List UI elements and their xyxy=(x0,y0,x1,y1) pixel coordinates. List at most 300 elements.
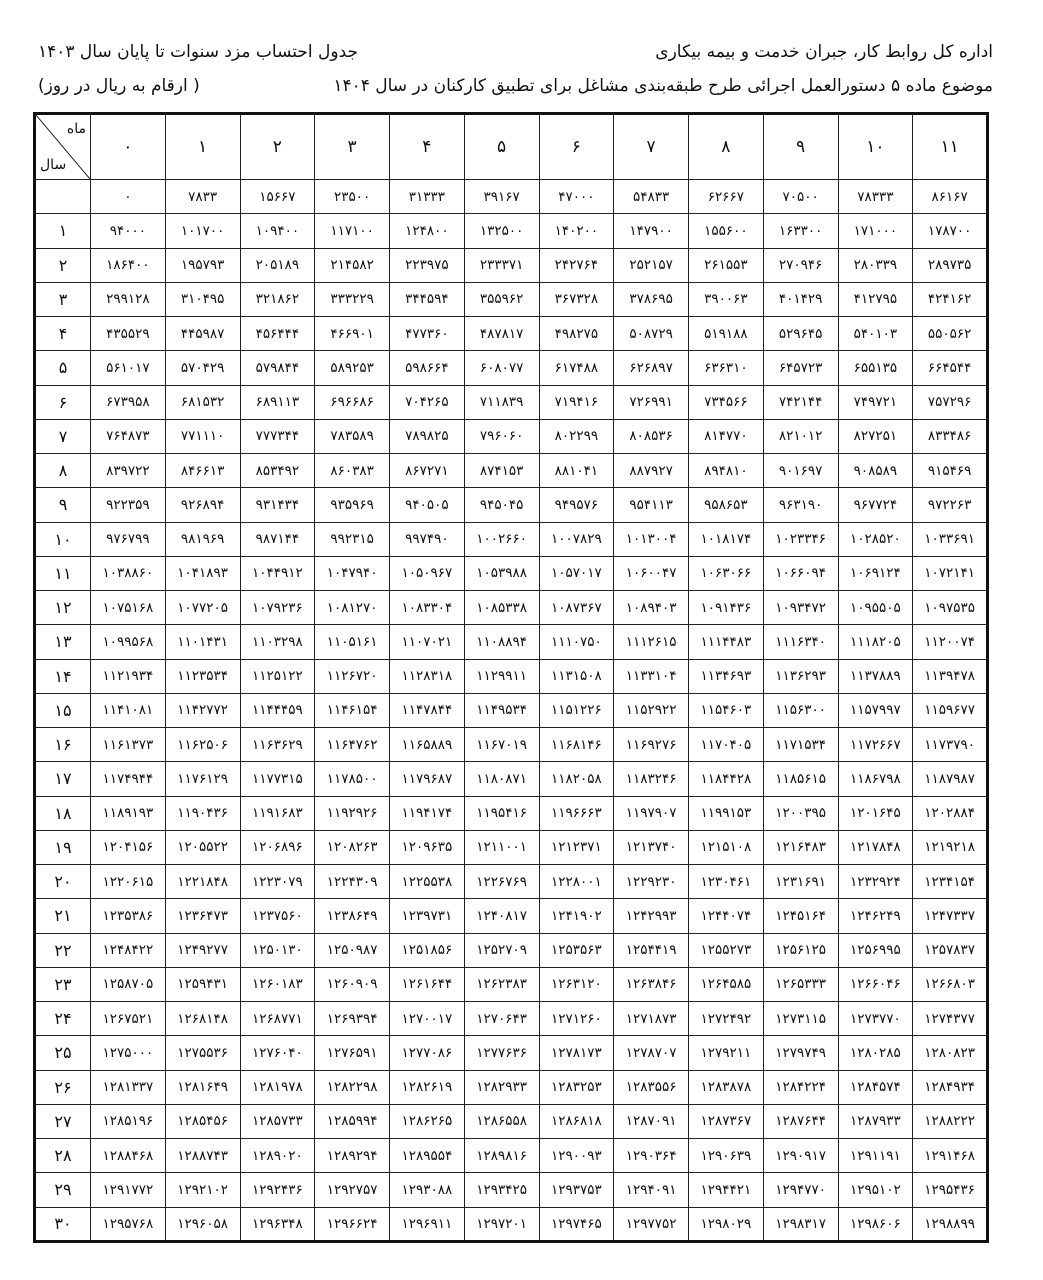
wage-seniority-table xyxy=(33,112,989,1243)
wage-cell: ۱۲۹۱۴۶۸ xyxy=(913,1139,988,1173)
wage-cell: ۱۲۳۴۱۵۴ xyxy=(913,865,988,899)
wage-cell: ۸۰۸۵۳۶ xyxy=(614,419,689,453)
wage-cell: ۷۰۵۰۰ xyxy=(763,180,838,214)
table-row xyxy=(35,933,988,967)
table-row xyxy=(35,899,988,933)
wage-cell: ۱۲۸۴۲۲۴ xyxy=(763,1070,838,1104)
year-header: ۱ xyxy=(35,214,91,248)
wage-cell: ۱۲۸۷۶۴۴ xyxy=(763,1104,838,1138)
wage-cell: ۱۰۸۱۲۷۰ xyxy=(315,591,390,625)
wage-cell: ۱۲۸۶۸۱۸ xyxy=(539,1104,614,1138)
wage-cell: ۱۲۸۴۵۷۴ xyxy=(838,1070,913,1104)
wage-cell: ۳۹۱۶۷ xyxy=(464,180,539,214)
wage-cell: ۱۱۸۴۴۲۸ xyxy=(689,762,764,796)
table-row xyxy=(35,248,988,282)
wage-cell: ۱۲۷۰۶۴۳ xyxy=(464,1002,539,1036)
wage-cell: ۲۷۰۹۴۶ xyxy=(763,248,838,282)
wage-cell: ۱۱۶۷۰۱۹ xyxy=(464,728,539,762)
wage-cell: ۱۱۵۹۶۷۷ xyxy=(913,693,988,727)
wage-cell: ۱۲۳۶۴۷۳ xyxy=(165,899,240,933)
wage-cell: ۱۱۷۱۵۳۴ xyxy=(763,728,838,762)
wage-cell: ۲۵۲۱۵۷ xyxy=(614,248,689,282)
wage-cell: ۱۲۱۷۸۴۸ xyxy=(838,830,913,864)
wage-cell: ۱۰۷۷۲۰۵ xyxy=(165,591,240,625)
wage-cell: ۱۱۹۹۱۵۳ xyxy=(689,796,764,830)
wage-cell: ۱۲۸۶۵۵۸ xyxy=(464,1104,539,1138)
table-row xyxy=(35,659,988,693)
wage-cell: ۵۰۸۷۲۹ xyxy=(614,317,689,351)
wage-cell: ۱۲۱۵۱۰۸ xyxy=(689,830,764,864)
wage-cell: ۶۰۸۰۷۷ xyxy=(464,351,539,385)
wage-cell: ۱۱۲۳۵۳۴ xyxy=(165,659,240,693)
wage-cell: ۱۲۰۰۳۹۵ xyxy=(763,796,838,830)
wage-cell: ۱۱۲۱۹۳۴ xyxy=(91,659,166,693)
wage-cell: ۳۶۷۳۲۸ xyxy=(539,282,614,316)
month-header: ۱۱ xyxy=(913,114,988,180)
wage-cell: ۱۲۲۵۵۳۸ xyxy=(390,865,465,899)
wage-cell: ۱۲۹۷۷۵۲ xyxy=(614,1207,689,1242)
wage-cell: ۵۶۱۰۱۷ xyxy=(91,351,166,385)
wage-cell: ۱۲۹۶۳۴۸ xyxy=(240,1207,315,1242)
wage-cell: ۸۶۰۳۸۳ xyxy=(315,454,390,488)
wage-cell: ۱۲۷۸۷۰۷ xyxy=(614,1036,689,1070)
table-row xyxy=(35,556,988,590)
wage-cell: ۱۲۷۱۲۶۰ xyxy=(539,1002,614,1036)
wage-cell: ۵۹۸۶۶۴ xyxy=(390,351,465,385)
wage-cell: ۱۲۲۳۰۷۹ xyxy=(240,865,315,899)
wage-cell: ۷۸۳۵۸۹ xyxy=(315,419,390,453)
wage-cell: ۱۲۰۵۵۲۲ xyxy=(165,830,240,864)
wage-cell: ۱۱۹۷۹۰۷ xyxy=(614,796,689,830)
wage-cell: ۱۲۹۵۱۰۲ xyxy=(838,1173,913,1207)
table-row xyxy=(35,693,988,727)
wage-cell: ۱۱۱۴۴۸۳ xyxy=(689,625,764,659)
wage-cell: ۸۰۲۲۹۹ xyxy=(539,419,614,453)
wage-cell: ۱۰۹۱۴۳۶ xyxy=(689,591,764,625)
wage-cell: ۴۳۵۵۲۹ xyxy=(91,317,166,351)
wage-cell: ۸۶۱۶۷ xyxy=(913,180,988,214)
wage-cell: ۱۱۶۲۵۰۶ xyxy=(165,728,240,762)
year-header: ۳۰ xyxy=(35,1207,91,1242)
year-header: ۱۱ xyxy=(35,556,91,590)
wage-cell: ۱۲۸۲۶۱۹ xyxy=(390,1070,465,1104)
wage-cell: ۱۲۹۱۷۷۲ xyxy=(91,1173,166,1207)
wage-cell: ۱۲۰۴۱۵۶ xyxy=(91,830,166,864)
wage-cell: ۱۲۰۱۶۴۵ xyxy=(838,796,913,830)
wage-cell: ۱۰۶۳۰۶۶ xyxy=(689,556,764,590)
wage-cell: ۱۱۹۴۱۷۴ xyxy=(390,796,465,830)
wage-cell: ۷۸۹۸۲۵ xyxy=(390,419,465,453)
wage-cell: ۷۸۳۳ xyxy=(165,180,240,214)
wage-cell: ۴۶۶۹۰۱ xyxy=(315,317,390,351)
wage-cell: ۱۱۹۰۴۳۶ xyxy=(165,796,240,830)
wage-cell: ۹۹۲۳۱۵ xyxy=(315,522,390,556)
header-subject: موضوع ماده ۵ دستورالعمل اجرائی طرح طبقه‌بندی مشاغل برای تطبیق کارکنان در سال ۱۴۰۴ xyxy=(333,76,993,96)
year-header: ۱۶ xyxy=(35,728,91,762)
wage-cell: ۶۲۶۸۹۷ xyxy=(614,351,689,385)
wage-cell: ۱۲۹۴۴۲۱ xyxy=(689,1173,764,1207)
table-row xyxy=(35,1207,988,1242)
wage-cell: ۱۱۷۳۷۹۰ xyxy=(913,728,988,762)
wage-cell: ۱۱۶۳۶۲۹ xyxy=(240,728,315,762)
wage-cell: ۱۲۶۸۷۷۱ xyxy=(240,1002,315,1036)
wage-cell: ۱۱۲۸۳۱۸ xyxy=(390,659,465,693)
month-header: ۶ xyxy=(539,114,614,180)
wage-cell: ۵۴۸۳۳ xyxy=(614,180,689,214)
wage-cell: ۸۳۳۴۸۶ xyxy=(913,419,988,453)
wage-cell: ۱۲۹۸۰۲۹ xyxy=(689,1207,764,1242)
wage-cell: ۱۲۸۸۲۲۲ xyxy=(913,1104,988,1138)
table-row xyxy=(35,1139,988,1173)
wage-cell: ۱۲۹۶۶۲۴ xyxy=(315,1207,390,1242)
wage-cell: ۱۶۳۳۰۰ xyxy=(763,214,838,248)
month-header: ۸ xyxy=(689,114,764,180)
wage-cell: ۱۲۳۱۶۹۱ xyxy=(763,865,838,899)
wage-cell: ۱۲۸۵۹۹۴ xyxy=(315,1104,390,1138)
wage-cell: ۱۲۸۹۸۱۶ xyxy=(464,1139,539,1173)
wage-cell: ۱۱۳۶۲۹۳ xyxy=(763,659,838,693)
wage-cell: ۲۳۳۳۷۱ xyxy=(464,248,539,282)
wage-cell: ۱۰۸۷۳۶۷ xyxy=(539,591,614,625)
wage-cell: ۹۶۳۱۹۰ xyxy=(763,488,838,522)
wage-cell: ۱۱۵۷۹۹۷ xyxy=(838,693,913,727)
wage-cell: ۱۱۶۵۸۸۹ xyxy=(390,728,465,762)
wage-cell: ۱۹۵۷۹۳ xyxy=(165,248,240,282)
wage-cell: ۱۲۸۳۲۵۳ xyxy=(539,1070,614,1104)
year-header: ۲۰ xyxy=(35,865,91,899)
wage-cell: ۱۱۷۹۶۸۷ xyxy=(390,762,465,796)
wage-cell: ۵۱۹۱۸۸ xyxy=(689,317,764,351)
wage-cell: ۱۰۹۷۵۳۵ xyxy=(913,591,988,625)
wage-cell: ۹۶۷۷۲۴ xyxy=(838,488,913,522)
wage-cell: ۶۹۶۶۸۶ xyxy=(315,385,390,419)
table-header-row xyxy=(35,114,988,180)
wage-cell: ۱۲۹۰۰۹۳ xyxy=(539,1139,614,1173)
wage-cell: ۱۲۵۶۱۲۵ xyxy=(763,933,838,967)
wage-cell: ۹۱۵۴۶۹ xyxy=(913,454,988,488)
wage-cell: ۸۷۴۱۵۳ xyxy=(464,454,539,488)
wage-cell: ۱۲۷۳۷۷۰ xyxy=(838,1002,913,1036)
table-row xyxy=(35,591,988,625)
year-header: ۲۷ xyxy=(35,1104,91,1138)
wage-cell: ۱۱۴۱۰۸۱ xyxy=(91,693,166,727)
wage-cell: ۱۱۶۹۲۷۶ xyxy=(614,728,689,762)
wage-cell: ۱۲۸۵۱۹۶ xyxy=(91,1104,166,1138)
wage-cell: ۱۲۹۲۴۳۶ xyxy=(240,1173,315,1207)
wage-cell: ۱۰۶۰۰۴۷ xyxy=(614,556,689,590)
wage-cell: ۱۱۰۳۲۹۸ xyxy=(240,625,315,659)
month-header: ۵ xyxy=(464,114,539,180)
wage-cell: ۱۲۹۸۶۰۶ xyxy=(838,1207,913,1242)
wage-cell: ۱۲۹۵۷۶۸ xyxy=(91,1207,166,1242)
wage-cell: ۱۲۴۴۰۷۴ xyxy=(689,899,764,933)
wage-cell: ۱۲۷۱۸۷۳ xyxy=(614,1002,689,1036)
wage-cell: ۱۱۷۶۱۲۹ xyxy=(165,762,240,796)
month-header: ۳ xyxy=(315,114,390,180)
wage-cell: ۱۷۸۷۰۰ xyxy=(913,214,988,248)
wage-cell: ۱۱۸۶۷۹۸ xyxy=(838,762,913,796)
wage-cell: ۱۱۴۷۸۴۴ xyxy=(390,693,465,727)
wage-cell: ۲۱۴۵۸۲ xyxy=(315,248,390,282)
wage-cell: ۱۲۴۹۲۷۷ xyxy=(165,933,240,967)
wage-cell: ۱۲۵۶۹۹۵ xyxy=(838,933,913,967)
wage-cell: ۱۱۴۶۱۵۴ xyxy=(315,693,390,727)
wage-cell: ۱۰۱۷۰۰ xyxy=(165,214,240,248)
wage-cell: ۴۸۷۸۱۷ xyxy=(464,317,539,351)
wage-cell: ۱۸۶۴۰۰ xyxy=(91,248,166,282)
wage-cell: ۱۲۳۵۳۸۶ xyxy=(91,899,166,933)
table-row xyxy=(35,1002,988,1036)
wage-cell: ۱۲۲۶۷۶۹ xyxy=(464,865,539,899)
wage-cell: ۰ xyxy=(91,180,166,214)
table-row xyxy=(35,419,988,453)
year-header: ۱۰ xyxy=(35,522,91,556)
wage-cell: ۳۷۸۶۹۵ xyxy=(614,282,689,316)
table-row xyxy=(35,1070,988,1104)
year-header: ۱۲ xyxy=(35,591,91,625)
wage-cell: ۲۸۰۳۳۹ xyxy=(838,248,913,282)
wage-cell: ۱۲۷۴۳۷۷ xyxy=(913,1002,988,1036)
wage-cell: ۱۰۷۵۱۶۸ xyxy=(91,591,166,625)
wage-cell: ۱۲۹۲۱۰۲ xyxy=(165,1173,240,1207)
wage-cell: ۳۱۰۴۹۵ xyxy=(165,282,240,316)
wage-cell: ۱۲۸۵۷۳۳ xyxy=(240,1104,315,1138)
wage-cell: ۹۰۱۶۹۷ xyxy=(763,454,838,488)
wage-cell: ۹۷۲۲۶۳ xyxy=(913,488,988,522)
wage-cell: ۱۱۱۰۷۵۰ xyxy=(539,625,614,659)
year-header: ۵ xyxy=(35,351,91,385)
wage-cell: ۱۲۴۷۳۳۷ xyxy=(913,899,988,933)
wage-cell: ۱۰۲۳۳۴۶ xyxy=(763,522,838,556)
wage-cell: ۱۲۸۱۶۴۹ xyxy=(165,1070,240,1104)
wage-cell: ۱۵۵۶۰۰ xyxy=(689,214,764,248)
wage-cell: ۱۲۹۳۰۸۸ xyxy=(390,1173,465,1207)
wage-cell: ۹۵۸۶۵۳ xyxy=(689,488,764,522)
wage-cell: ۱۳۲۵۰۰ xyxy=(464,214,539,248)
month-header: ۱ xyxy=(165,114,240,180)
wage-cell: ۸۲۱۰۱۲ xyxy=(763,419,838,453)
wage-cell: ۱۱۹۶۶۶۳ xyxy=(539,796,614,830)
wage-cell: ۱۲۸۹۵۵۴ xyxy=(390,1139,465,1173)
wage-cell: ۱۰۹۳۴۷۲ xyxy=(763,591,838,625)
wage-cell: ۱۰۴۱۸۹۳ xyxy=(165,556,240,590)
wage-cell: ۱۲۶۸۱۴۸ xyxy=(165,1002,240,1036)
table-row xyxy=(35,317,988,351)
wage-cell: ۱۱۲۵۱۲۲ xyxy=(240,659,315,693)
wage-cell: ۹۸۱۹۶۹ xyxy=(165,522,240,556)
wage-cell: ۱۲۱۲۳۷۱ xyxy=(539,830,614,864)
wage-cell: ۸۵۳۴۹۲ xyxy=(240,454,315,488)
wage-cell: ۱۱۷۷۳۱۵ xyxy=(240,762,315,796)
corner-month-label: ماه xyxy=(66,121,86,137)
table-row xyxy=(35,522,988,556)
wage-cell: ۱۱۵۶۳۰۰ xyxy=(763,693,838,727)
wage-cell: ۷۰۴۲۶۵ xyxy=(390,385,465,419)
wage-cell: ۶۵۵۱۳۵ xyxy=(838,351,913,385)
wage-cell: ۱۲۸۲۹۳۳ xyxy=(464,1070,539,1104)
wage-cell: ۱۲۷۵۰۰۰ xyxy=(91,1036,166,1070)
wage-cell: ۱۱۸۲۰۵۸ xyxy=(539,762,614,796)
wage-cell: ۱۰۲۸۵۲۰ xyxy=(838,522,913,556)
wage-cell: ۱۱۱۸۲۰۵ xyxy=(838,625,913,659)
wage-cell: ۱۰۵۰۹۶۷ xyxy=(390,556,465,590)
wage-cell: ۳۵۵۹۶۲ xyxy=(464,282,539,316)
wage-cell: ۱۱۳۹۴۷۸ xyxy=(913,659,988,693)
year-header: ۲۹ xyxy=(35,1173,91,1207)
wage-cell: ۱۰۹۹۵۶۸ xyxy=(91,625,166,659)
wage-cell: ۸۸۱۰۴۱ xyxy=(539,454,614,488)
wage-cell: ۹۲۶۸۹۴ xyxy=(165,488,240,522)
wage-cell: ۶۷۳۹۵۸ xyxy=(91,385,166,419)
wage-cell: ۱۱۰۵۱۶۱ xyxy=(315,625,390,659)
table-row xyxy=(35,728,988,762)
year-header xyxy=(35,180,91,214)
wage-cell: ۱۲۷۰۰۱۷ xyxy=(390,1002,465,1036)
wage-cell: ۹۳۵۹۶۹ xyxy=(315,488,390,522)
wage-cell: ۹۴۰۰۰ xyxy=(91,214,166,248)
wage-cell: ۱۲۵۰۱۳۰ xyxy=(240,933,315,967)
wage-cell: ۱۱۸۵۶۱۵ xyxy=(763,762,838,796)
wage-cell: ۲۶۱۵۵۳ xyxy=(689,248,764,282)
wage-cell: ۵۷۰۴۲۹ xyxy=(165,351,240,385)
wage-cell: ۱۰۸۵۳۳۸ xyxy=(464,591,539,625)
wage-cell: ۱۲۷۸۱۷۳ xyxy=(539,1036,614,1070)
table-row xyxy=(35,796,988,830)
wage-cell: ۱۲۸۹۰۲۰ xyxy=(240,1139,315,1173)
wage-cell: ۱۰۰۷۸۲۹ xyxy=(539,522,614,556)
wage-cell: ۱۱۶۱۳۷۳ xyxy=(91,728,166,762)
wage-cell: ۵۵۰۵۶۲ xyxy=(913,317,988,351)
year-header: ۳ xyxy=(35,282,91,316)
table-row xyxy=(35,282,988,316)
wage-cell: ۴۹۸۲۷۵ xyxy=(539,317,614,351)
year-header: ۲۱ xyxy=(35,899,91,933)
wage-cell: ۱۲۸۵۴۵۶ xyxy=(165,1104,240,1138)
wage-cell: ۲۴۲۷۶۴ xyxy=(539,248,614,282)
wage-cell: ۵۲۹۶۴۵ xyxy=(763,317,838,351)
wage-cell: ۱۵۶۶۷ xyxy=(240,180,315,214)
wage-cell: ۱۲۶۰۹۰۹ xyxy=(315,967,390,1001)
wage-cell: ۱۲۰۶۸۹۶ xyxy=(240,830,315,864)
wage-cell: ۱۲۵۳۵۶۳ xyxy=(539,933,614,967)
wage-cell: ۱۲۹۴۷۷۰ xyxy=(763,1173,838,1207)
wage-cell: ۱۲۹۷۴۶۵ xyxy=(539,1207,614,1242)
wage-cell: ۱۲۳۸۶۴۹ xyxy=(315,899,390,933)
wage-cell: ۱۲۹۳۴۲۵ xyxy=(464,1173,539,1207)
wage-cell: ۱۲۵۱۸۵۶ xyxy=(390,933,465,967)
wage-cell: ۱۲۹۱۱۹۱ xyxy=(838,1139,913,1173)
wage-cell: ۱۱۸۳۲۴۶ xyxy=(614,762,689,796)
wage-cell: ۱۱۲۶۷۲۰ xyxy=(315,659,390,693)
year-header: ۱۸ xyxy=(35,796,91,830)
wage-cell: ۱۲۲۸۰۰۱ xyxy=(539,865,614,899)
wage-cell: ۱۲۰۲۸۸۴ xyxy=(913,796,988,830)
wage-cell: ۱۲۹۰۳۶۴ xyxy=(614,1139,689,1173)
wage-cell: ۱۱۸۰۸۷۱ xyxy=(464,762,539,796)
wage-cell: ۱۲۶۵۳۳۳ xyxy=(763,967,838,1001)
wage-cell: ۱۱۳۳۱۰۴ xyxy=(614,659,689,693)
header-unit-note: ( ارقام به ریال در روز) xyxy=(38,76,200,96)
wage-cell: ۱۰۱۳۰۰۴ xyxy=(614,522,689,556)
wage-cell: ۱۲۲۰۶۱۵ xyxy=(91,865,166,899)
wage-cell: ۹۳۱۴۳۴ xyxy=(240,488,315,522)
year-header: ۸ xyxy=(35,454,91,488)
wage-cell: ۱۲۶۱۶۴۴ xyxy=(390,967,465,1001)
wage-cell: ۷۱۱۸۳۹ xyxy=(464,385,539,419)
wage-cell: ۱۰۶۹۱۲۴ xyxy=(838,556,913,590)
wage-cell: ۱۲۵۰۹۸۷ xyxy=(315,933,390,967)
wage-cell: ۱۱۷۱۰۰ xyxy=(315,214,390,248)
year-header: ۲۲ xyxy=(35,933,91,967)
wage-cell: ۱۰۵۳۹۸۸ xyxy=(464,556,539,590)
wage-cell: ۵۴۰۱۰۳ xyxy=(838,317,913,351)
wage-cell: ۱۱۰۸۸۹۴ xyxy=(464,625,539,659)
wage-cell: ۹۰۸۵۸۹ xyxy=(838,454,913,488)
wage-cell: ۱۰۳۸۸۶۰ xyxy=(91,556,166,590)
wage-cell: ۱۱۷۰۴۰۵ xyxy=(689,728,764,762)
wage-cell: ۱۲۷۹۷۴۹ xyxy=(763,1036,838,1070)
wage-cell: ۱۲۶۶۰۴۶ xyxy=(838,967,913,1001)
wage-cell: ۱۲۸۱۹۷۸ xyxy=(240,1070,315,1104)
wage-cell: ۱۲۶۷۵۲۱ xyxy=(91,1002,166,1036)
wage-cell: ۱۲۴۵۱۶۴ xyxy=(763,899,838,933)
wage-cell: ۱۲۹۵۴۳۶ xyxy=(913,1173,988,1207)
wage-cell: ۱۰۵۷۰۱۷ xyxy=(539,556,614,590)
wage-cell: ۱۲۲۴۳۰۹ xyxy=(315,865,390,899)
wage-cell: ۱۱۰۱۴۳۱ xyxy=(165,625,240,659)
month-header: ۴ xyxy=(390,114,465,180)
wage-cell: ۱۲۳۰۴۶۱ xyxy=(689,865,764,899)
wage-cell: ۲۸۹۷۳۵ xyxy=(913,248,988,282)
table-row xyxy=(35,488,988,522)
wage-cell: ۱۱۹۵۴۱۶ xyxy=(464,796,539,830)
wage-cell: ۱۷۱۰۰۰ xyxy=(838,214,913,248)
year-header: ۹ xyxy=(35,488,91,522)
wage-cell: ۶۳۶۳۱۰ xyxy=(689,351,764,385)
wage-cell: ۱۲۶۹۳۹۴ xyxy=(315,1002,390,1036)
table-row xyxy=(35,214,988,248)
wage-cell: ۹۴۰۵۰۵ xyxy=(390,488,465,522)
wage-cell: ۱۱۶۸۱۴۶ xyxy=(539,728,614,762)
wage-cell: ۸۹۴۸۱۰ xyxy=(689,454,764,488)
wage-cell: ۲۹۹۱۲۸ xyxy=(91,282,166,316)
wage-cell: ۴۴۵۹۸۷ xyxy=(165,317,240,351)
wage-cell: ۱۲۶۲۳۸۳ xyxy=(464,967,539,1001)
year-header: ۲۵ xyxy=(35,1036,91,1070)
wage-cell: ۱۱۶۴۷۶۲ xyxy=(315,728,390,762)
wage-cell: ۱۲۹۰۹۱۷ xyxy=(763,1139,838,1173)
month-header: ۷ xyxy=(614,114,689,180)
wage-cell: ۱۱۷۲۶۶۷ xyxy=(838,728,913,762)
wage-cell: ۱۲۹۸۳۱۷ xyxy=(763,1207,838,1242)
wage-cell: ۶۸۱۵۳۲ xyxy=(165,385,240,419)
wage-cell: ۱۲۹۶۰۵۸ xyxy=(165,1207,240,1242)
wage-cell: ۱۲۶۰۱۸۳ xyxy=(240,967,315,1001)
wage-cell: ۹۲۲۳۵۹ xyxy=(91,488,166,522)
wage-cell: ۸۶۷۲۷۱ xyxy=(390,454,465,488)
wage-cell: ۱۱۵۱۲۲۶ xyxy=(539,693,614,727)
wage-cell: ۱۲۸۶۲۶۵ xyxy=(390,1104,465,1138)
year-header: ۲۳ xyxy=(35,967,91,1001)
wage-cell: ۳۱۳۳۳ xyxy=(390,180,465,214)
wage-cell: ۳۳۳۲۲۹ xyxy=(315,282,390,316)
wage-cell: ۴۷۰۰۰ xyxy=(539,180,614,214)
wage-cell: ۱۱۷۸۵۰۰ xyxy=(315,762,390,796)
wage-cell: ۱۲۸۷۹۳۳ xyxy=(838,1104,913,1138)
wage-cell: ۹۸۷۱۴۴ xyxy=(240,522,315,556)
header-organization: اداره کل روابط کار، جبران خدمت و بیمه بیکاری xyxy=(655,42,993,62)
wage-cell: ۱۰۸۳۳۰۴ xyxy=(390,591,465,625)
